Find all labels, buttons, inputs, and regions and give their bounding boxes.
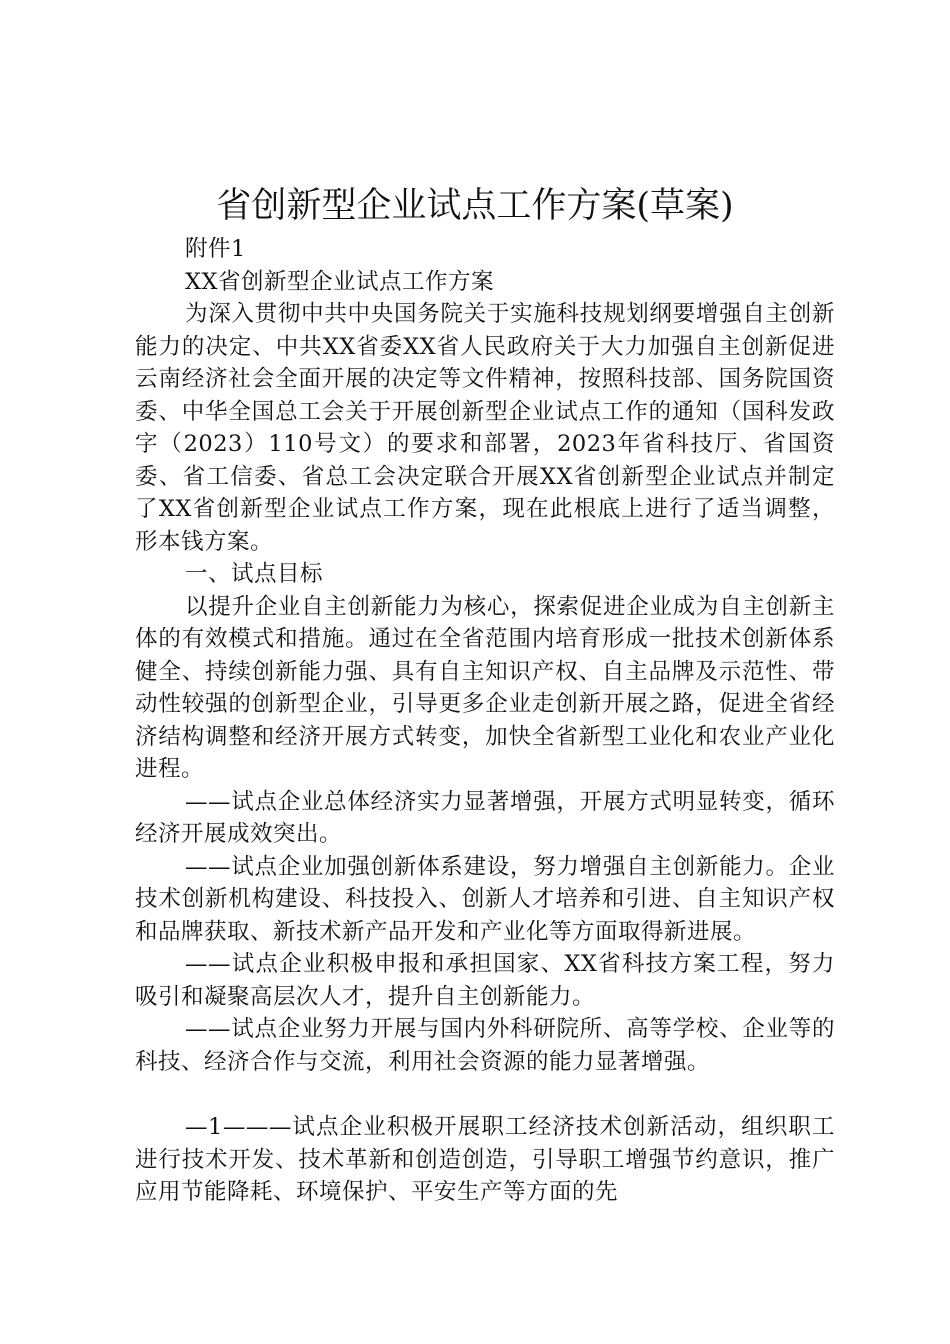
- section-heading-goals: 一、试点目标: [185, 561, 324, 587]
- intro-paragraph: 为深入贯彻中共中央国务院关于实施科技规划纲要增强自主创新能力的决定、中共XX省委XX省人民政府关于大力加强自主创新促进云南经济社会全面开展的决定等文件精神，按照科技部、国务院国资委、中华全国总工会关于开展创新型企业试点工作的通知（国科发政字（2023）110号文）的要求和部署，2023年省科技厅、省国资委、省工信委、省总工会决定联合开展XX省创新型企业试点并制定了XX省创新型企业试点工作方案，现在此根底上进行了适当调整，形本钱方案。: [135, 301, 835, 555]
- goals-paragraph: 以提升企业自主创新能力为核心，探索促进企业成为自主创新主体的有效模式和措施。通过在全省范围内培育形成一批技术创新体系健全、持续创新能力强、具有自主知识产权、自主品牌及示范性、带动性较强的创新型企业，引导更多企业走创新开展之路，促进全省经济结构调整和经济开展方式转变，加快全省新型工业化和农业产业化进程。: [135, 593, 835, 782]
- goal-item-workers: —1———试点企业积极开展职工经济技术创新活动，组织职工进行技术开发、技术革新和创造创造，引导职工增强节约意识，推广应用节能降耗、环境保护、平安生产等方面的先: [135, 1114, 835, 1205]
- goal-item-projects: ——试点企业积极申报和承担国家、XX省科技方案工程，努力吸引和凝聚高层次人才，提升自主创新能力。: [135, 951, 835, 1010]
- goal-item-cooperation: ——试点企业努力开展与国内外科研院所、高等学校、企业等的科技、经济合作与交流，利用社会资源的能力显著增强。: [135, 1016, 835, 1075]
- goal-item-innovation-system: ——试点企业加强创新体系建设，努力增强自主创新能力。企业技术创新机构建设、科技投入、创新人才培养和引进、自主知识产权和品牌获取、新技术新产品开发和产业化等方面取得新进展。: [135, 853, 835, 945]
- attachment-label: 附件1: [185, 236, 246, 262]
- plan-subtitle: XX省创新型企业试点工作方案: [185, 268, 495, 295]
- document-body: [135, 233, 835, 1209]
- document-title: 省创新型企业试点工作方案(草案): [216, 186, 734, 226]
- goal-item-economy: ——试点企业总体经济实力显著增强，开展方式明显转变，循环经济开展成效突出。: [135, 788, 835, 847]
